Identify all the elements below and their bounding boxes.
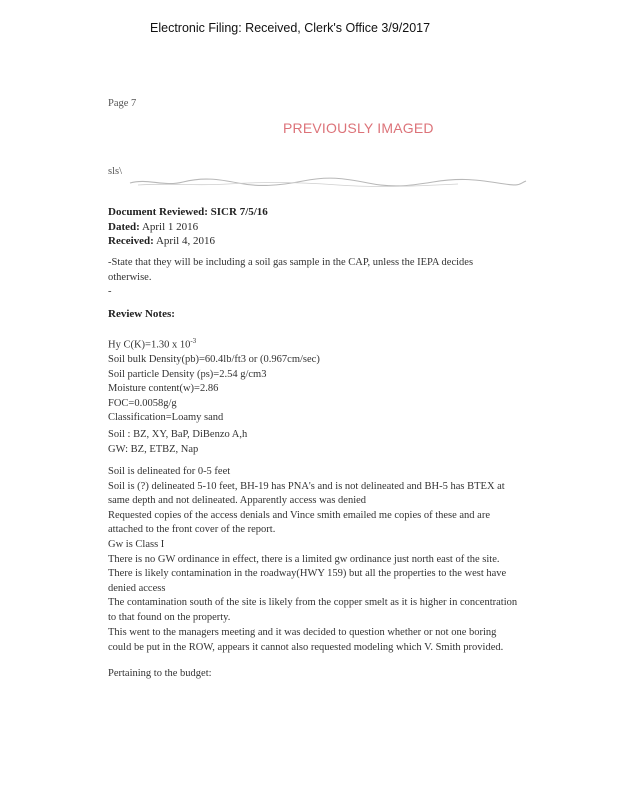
dated-value: April 1 2016 — [141, 220, 199, 233]
document-info — [108, 205, 268, 249]
note-line: to that found on the property. — [108, 611, 231, 623]
note-line: Requested copies of the access denials and Vince smith emailed me copies of these and are — [108, 509, 490, 521]
dated-label: Dated: — [108, 220, 140, 233]
contaminants-list — [108, 428, 548, 457]
received-value: April 4, 2016 — [155, 235, 215, 247]
intro-line: otherwise. — [108, 271, 152, 283]
reviewed-label: Document Reviewed: — [108, 206, 208, 218]
page-label: Page 7 — [108, 98, 137, 109]
foc-value: FOC=0.0058g/g — [108, 397, 177, 409]
particle-density: Soil particle Density (ps)=2.54 g/cm3 — [108, 368, 267, 380]
note-line: denied access — [108, 582, 166, 594]
intro-line: - — [108, 286, 112, 298]
note-line: attached to the front cover of the report. — [108, 524, 276, 536]
bulk-density: Soil bulk Density(pb)=60.4lb/ft3 or (0.967cm/sec) — [108, 354, 320, 366]
reviewed-line — [108, 205, 268, 220]
review-notes-section — [108, 307, 548, 322]
note-line: Soil is delineated for 0-5 feet — [108, 466, 231, 477]
meeting-paragraph — [108, 626, 548, 655]
soil-classification: Classification=Loamy sand — [108, 412, 224, 424]
meeting-line: This went to the managers meeting and it was decided to question whether or not one boring — [108, 627, 497, 638]
dated-line — [108, 220, 268, 235]
received-line — [108, 234, 268, 249]
note-line: same depth and not delineated. Apparently access was denied — [108, 495, 367, 507]
reviewer-initials: sls\ — [108, 166, 123, 177]
received-label: Received: — [108, 235, 154, 247]
intro-paragraph — [108, 256, 548, 300]
soil-parameters — [108, 334, 548, 426]
note-line: There is no GW ordinance in effect, there is a limited gw ordinance just north east of the site. — [108, 553, 500, 565]
meeting-line: could be put in the ROW, appears it cannot also requested modeling which V. Smith provided. — [108, 641, 504, 653]
note-line: Soil is (?) delineated 5-10 feet, BH-19 has PNA's and is not delineated and BH-5 has BTEX at — [108, 480, 505, 492]
hyc-text: Hy C(K)=1.30 x 10 — [108, 339, 191, 351]
reviewed-value: SICR 7/5/16 — [210, 206, 268, 218]
filing-header: Electronic Filing: Received, Clerk's Office 3/9/2017 — [150, 21, 431, 35]
signature-scribble — [128, 174, 528, 190]
moisture-content: Moisture content(w)=2.86 — [108, 383, 219, 395]
note-line: Gw is Class I — [108, 538, 165, 550]
soil-contaminants: Soil : BZ, XY, BaP, DiBenzo A,h — [108, 429, 248, 440]
intro-line: -State that they will be including a soil gas sample in the CAP, unless the IEPA decides — [108, 257, 474, 268]
budget-line: Pertaining to the budget: — [108, 668, 212, 679]
note-line: There is likely contamination in the roadway(HWY 159) but all the properties to the west have — [108, 568, 507, 580]
hydraulic-conductivity — [108, 334, 548, 353]
hyc-exponent: -3 — [190, 337, 197, 345]
note-line: The contamination south of the site is likely from the copper smelt as it is higher in concentration — [108, 597, 518, 609]
gw-contaminants: GW: BZ, ETBZ, Nap — [108, 443, 199, 455]
previously-imaged-stamp: PREVIOUSLY IMAGED — [283, 120, 434, 136]
review-notes-heading: Review Notes: — [108, 308, 175, 320]
budget-section — [108, 667, 548, 682]
delineation-notes — [108, 465, 548, 626]
